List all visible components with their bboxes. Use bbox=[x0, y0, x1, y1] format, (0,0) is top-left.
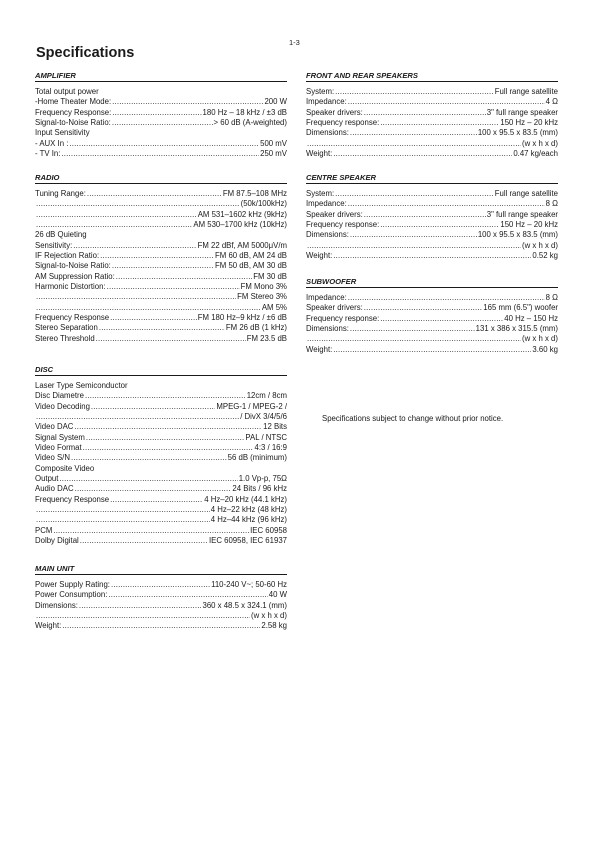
dot-leader bbox=[36, 210, 197, 220]
dot-leader bbox=[96, 334, 246, 344]
dot-leader bbox=[75, 484, 232, 494]
amplifier-section bbox=[35, 70, 287, 159]
dot-leader bbox=[36, 199, 240, 209]
spec-value: 12cm / 8cm bbox=[246, 391, 287, 401]
spec-list bbox=[35, 580, 287, 632]
spec-row bbox=[35, 323, 287, 333]
spec-row bbox=[35, 313, 287, 323]
spec-row bbox=[35, 199, 287, 209]
spec-label: Laser Type Semiconductor bbox=[35, 381, 128, 390]
spec-label: Dimensions: bbox=[306, 230, 349, 240]
spec-label: System: bbox=[306, 87, 335, 96]
spec-label: Signal System bbox=[35, 432, 85, 442]
spec-label: Stereo Separation bbox=[35, 323, 98, 333]
spec-value: 165 mm (6.5") woofer bbox=[483, 303, 558, 313]
spec-label: Harmonic Distortion: bbox=[35, 282, 106, 292]
dot-leader bbox=[80, 536, 208, 546]
spec-value: IEC 60958, IEC 61937 bbox=[208, 536, 287, 546]
spec-value: 250 mV bbox=[260, 149, 287, 159]
spec-value: 180 Hz – 18 kHz / ±3 dB bbox=[202, 107, 287, 117]
spec-label: Weight: bbox=[306, 344, 333, 354]
spec-label: AM Suppression Ratio: bbox=[35, 271, 115, 281]
spec-label: Video DAC bbox=[35, 422, 74, 432]
spec-value: 500 mV bbox=[260, 138, 287, 148]
spec-label: Output bbox=[35, 474, 59, 484]
spec-row bbox=[306, 303, 558, 313]
dot-leader bbox=[335, 87, 494, 97]
spec-label: Power Supply Rating: bbox=[35, 580, 110, 589]
dot-leader bbox=[91, 402, 215, 412]
spec-value: 1.0 Vp-p, 75Ω bbox=[238, 474, 287, 484]
spec-row bbox=[35, 412, 287, 422]
spec-label: Video Decoding bbox=[35, 401, 90, 411]
dot-leader bbox=[59, 474, 237, 484]
spec-label: Signal-to-Noise Ratio: bbox=[35, 118, 111, 128]
dot-leader bbox=[74, 422, 262, 432]
spec-label: Frequency Response bbox=[35, 313, 110, 323]
dot-leader bbox=[61, 149, 259, 159]
spec-value: / DivX 3/4/5/6 bbox=[240, 412, 287, 422]
spec-value: 0.52 kg bbox=[532, 251, 558, 261]
spec-row bbox=[35, 149, 287, 159]
spec-row bbox=[306, 334, 558, 344]
spec-value: 3.60 kg bbox=[532, 344, 558, 354]
spec-label: Video Format bbox=[35, 443, 82, 453]
spec-value: 110-240 V~; 50-60 Hz bbox=[211, 580, 287, 589]
spec-label: PCM bbox=[35, 525, 53, 535]
spec-label: Dimensions: bbox=[306, 128, 349, 138]
spec-row bbox=[306, 108, 558, 118]
spec-row bbox=[35, 87, 287, 97]
spec-label: 26 dB Quieting bbox=[35, 230, 87, 240]
spec-row bbox=[306, 118, 558, 128]
spec-value: IEC 60958 bbox=[250, 525, 287, 535]
spec-row bbox=[306, 324, 558, 334]
spec-row bbox=[35, 443, 287, 453]
spec-row bbox=[35, 282, 287, 292]
spec-value: FM 30 dB bbox=[253, 271, 287, 281]
spec-label: Frequency response: bbox=[306, 313, 380, 323]
spec-label: Total output power bbox=[35, 87, 99, 96]
spec-value: 4 Hz–44 kHz (96 kHz) bbox=[210, 515, 287, 525]
spec-row bbox=[306, 199, 558, 209]
spec-label: Composite Video bbox=[35, 463, 95, 473]
spec-row bbox=[35, 251, 287, 261]
spec-value: FM Stereo 3% bbox=[237, 292, 287, 302]
dot-leader bbox=[36, 220, 192, 230]
dot-leader bbox=[53, 526, 249, 536]
spec-list bbox=[306, 189, 558, 261]
spec-row bbox=[35, 515, 287, 525]
spec-value: 3" full range speaker bbox=[486, 107, 558, 117]
spec-row bbox=[35, 97, 287, 107]
spec-row bbox=[35, 580, 287, 590]
spec-value: (w x h x d) bbox=[522, 334, 558, 344]
spec-row bbox=[35, 611, 287, 621]
spec-value: > 60 dB (A-weighted) bbox=[213, 118, 287, 128]
spec-row bbox=[306, 149, 558, 159]
spec-list bbox=[35, 381, 287, 547]
spec-list bbox=[306, 87, 558, 159]
spec-value: 8 Ω bbox=[545, 199, 558, 209]
spec-label: Dolby Digital bbox=[35, 536, 79, 546]
section-heading: DISC bbox=[35, 364, 287, 376]
spec-row bbox=[35, 391, 287, 401]
spec-row bbox=[35, 526, 287, 536]
spec-row bbox=[35, 220, 287, 230]
spec-label: Video S/N bbox=[35, 453, 70, 463]
spec-label: -Home Theater Mode: bbox=[35, 97, 112, 107]
section-heading: FRONT AND REAR SPEAKERS bbox=[306, 70, 558, 82]
dot-leader bbox=[348, 199, 545, 209]
section-heading: MAIN UNIT bbox=[35, 563, 287, 575]
spec-value: AM 531–1602 kHz (9kHz) bbox=[197, 209, 287, 219]
dot-leader bbox=[36, 292, 236, 302]
main-unit-section bbox=[35, 563, 287, 632]
spec-row bbox=[306, 251, 558, 261]
dot-leader bbox=[333, 345, 531, 355]
dot-leader bbox=[36, 611, 250, 621]
spec-row bbox=[35, 292, 287, 302]
spec-value: PAL / NTSC bbox=[245, 432, 287, 442]
spec-row bbox=[35, 210, 287, 220]
spec-row bbox=[306, 220, 558, 230]
spec-label: IF Rejection Ratio: bbox=[35, 251, 100, 261]
spec-label: System: bbox=[306, 189, 335, 198]
radio-section bbox=[35, 172, 287, 344]
dot-leader bbox=[112, 97, 263, 107]
spec-row bbox=[306, 293, 558, 303]
dot-leader bbox=[380, 118, 499, 128]
spec-row bbox=[35, 474, 287, 484]
dot-leader bbox=[85, 391, 246, 401]
spec-value: FM Mono 3% bbox=[240, 282, 287, 292]
spec-value: MPEG-1 / MPEG-2 / bbox=[216, 401, 287, 411]
dot-leader bbox=[110, 495, 203, 505]
spec-row bbox=[306, 87, 558, 97]
dot-leader bbox=[36, 303, 261, 313]
spec-label: Tuning Range: bbox=[35, 189, 86, 198]
spec-list bbox=[35, 189, 287, 344]
spec-value: FM 22 dBf, AM 5000μV/m bbox=[197, 240, 287, 250]
dot-leader bbox=[112, 108, 201, 118]
spec-label: Impedance: bbox=[306, 293, 347, 302]
spec-row bbox=[35, 381, 287, 391]
spec-value: 150 Hz – 20 kHz bbox=[500, 118, 558, 128]
spec-list bbox=[306, 293, 558, 355]
spec-label: Signal-to-Noise Ratio: bbox=[35, 261, 111, 271]
dot-leader bbox=[307, 334, 521, 344]
dot-leader bbox=[333, 251, 531, 261]
spec-label: - AUX In : bbox=[35, 138, 69, 148]
spec-value: AM 5% bbox=[261, 302, 287, 312]
spec-row bbox=[306, 210, 558, 220]
spec-row bbox=[35, 261, 287, 271]
spec-value: 150 Hz – 20 kHz bbox=[500, 220, 558, 230]
dot-leader bbox=[36, 515, 210, 525]
spec-label: Frequency response: bbox=[306, 220, 380, 230]
disc-section bbox=[35, 364, 287, 547]
spec-value: (w x h x d) bbox=[522, 240, 558, 250]
spec-label: Speaker drivers: bbox=[306, 303, 363, 313]
spec-label: Sensitivity: bbox=[35, 240, 73, 250]
spec-value: 8 Ω bbox=[545, 293, 558, 302]
spec-value: Full range satellite bbox=[494, 189, 558, 198]
spec-row bbox=[35, 621, 287, 631]
spec-value: 24 Bits / 96 kHz bbox=[232, 484, 287, 494]
spec-value: 131 x 386 x 315.5 (mm) bbox=[475, 324, 558, 334]
dot-leader bbox=[110, 313, 197, 323]
dot-leader bbox=[380, 220, 499, 230]
spec-value: FM 50 dB, AM 30 dB bbox=[215, 261, 287, 271]
dot-leader bbox=[87, 189, 222, 199]
subwoofer-section bbox=[306, 276, 558, 355]
spec-label: Frequency response: bbox=[306, 118, 380, 128]
dot-leader bbox=[333, 149, 512, 159]
spec-value: 100 x 95.5 x 83.5 (mm) bbox=[477, 128, 558, 138]
dot-leader bbox=[112, 118, 213, 128]
spec-label: - TV In: bbox=[35, 149, 61, 159]
spec-row bbox=[35, 536, 287, 546]
spec-row bbox=[35, 189, 287, 199]
dot-leader bbox=[348, 97, 545, 107]
centre-speaker-section bbox=[306, 172, 558, 261]
dot-leader bbox=[364, 108, 486, 118]
spec-value: 4 Hz–20 kHz (44.1 kHz) bbox=[204, 494, 287, 504]
dot-leader bbox=[350, 128, 477, 138]
spec-value: FM 87.5–108 MHz bbox=[222, 189, 287, 198]
spec-row bbox=[35, 601, 287, 611]
section-heading: RADIO bbox=[35, 172, 287, 184]
spec-value: AM 530–1700 kHz (10kHz) bbox=[193, 220, 287, 230]
spec-value: 0.47 kg/each bbox=[513, 149, 558, 159]
spec-value: 40 Hz – 150 Hz bbox=[504, 313, 558, 323]
spec-row bbox=[35, 128, 287, 138]
dot-leader bbox=[100, 251, 214, 261]
spec-row bbox=[306, 97, 558, 107]
dot-leader bbox=[107, 282, 240, 292]
dot-leader bbox=[364, 303, 483, 313]
spec-row bbox=[35, 303, 287, 313]
spec-value: 4 Ω bbox=[545, 97, 558, 107]
spec-label: Weight: bbox=[306, 251, 333, 261]
dot-leader bbox=[350, 230, 477, 240]
dot-leader bbox=[108, 590, 267, 600]
spec-row bbox=[306, 241, 558, 251]
spec-row bbox=[35, 464, 287, 474]
spec-row bbox=[35, 118, 287, 128]
spec-label: Stereo Threshold bbox=[35, 333, 95, 343]
dot-leader bbox=[36, 412, 239, 422]
section-heading: AMPLIFIER bbox=[35, 70, 287, 82]
dot-leader bbox=[62, 621, 260, 631]
spec-value: (50k/100kHz) bbox=[240, 199, 287, 209]
dot-leader bbox=[380, 314, 503, 324]
spec-value: FM 180 Hz–9 kHz / ±6 dB bbox=[197, 313, 287, 323]
spec-value: (w x h x d) bbox=[522, 138, 558, 148]
spec-label: Frequency Response: bbox=[35, 107, 112, 117]
spec-value: FM 23.5 dB bbox=[246, 333, 287, 343]
spec-value: FM 60 dB, AM 24 dB bbox=[215, 251, 287, 261]
spec-value: 4 Hz–22 kHz (48 kHz) bbox=[210, 505, 287, 515]
spec-row bbox=[35, 590, 287, 600]
spec-value: 40 W bbox=[268, 590, 287, 600]
spec-label: Disc Diametre bbox=[35, 391, 84, 401]
dot-leader bbox=[79, 601, 202, 611]
spec-row bbox=[306, 189, 558, 199]
spec-value: 360 x 48.5 x 324.1 (mm) bbox=[202, 600, 287, 610]
spec-row bbox=[306, 345, 558, 355]
spec-row bbox=[35, 433, 287, 443]
dot-leader bbox=[111, 580, 210, 590]
spec-value: (w x h x d) bbox=[251, 611, 287, 621]
spec-row bbox=[35, 139, 287, 149]
spec-label: Impedance: bbox=[306, 97, 347, 107]
spec-value: FM 26 dB (1 kHz) bbox=[225, 323, 287, 333]
spec-row bbox=[35, 108, 287, 118]
section-heading: CENTRE SPEAKER bbox=[306, 172, 558, 184]
dot-leader bbox=[335, 189, 494, 199]
spec-value: 4:3 / 16:9 bbox=[254, 443, 287, 453]
spec-value: Full range satellite bbox=[494, 87, 558, 96]
spec-row bbox=[306, 314, 558, 324]
spec-value: 200 W bbox=[264, 97, 287, 107]
spec-value: 56 dB (minimum) bbox=[227, 453, 287, 463]
dot-leader bbox=[307, 139, 521, 149]
spec-row bbox=[35, 334, 287, 344]
spec-row bbox=[35, 402, 287, 412]
spec-label: Weight: bbox=[306, 149, 333, 159]
dot-leader bbox=[112, 261, 214, 271]
spec-value: 12 Bits bbox=[263, 422, 287, 432]
dot-leader bbox=[71, 453, 227, 463]
dot-leader bbox=[69, 139, 259, 149]
spec-row bbox=[35, 230, 287, 240]
dot-leader bbox=[350, 324, 475, 334]
spec-value: 2.58 kg bbox=[261, 621, 287, 631]
spec-row bbox=[35, 272, 287, 282]
dot-leader bbox=[348, 293, 545, 303]
spec-label: Power Consumption: bbox=[35, 590, 108, 600]
spec-row bbox=[35, 484, 287, 494]
footnote: Specifications subject to change without prior notice. bbox=[322, 414, 504, 423]
spec-row bbox=[35, 241, 287, 251]
spec-label: Speaker drivers: bbox=[306, 209, 363, 219]
spec-row bbox=[35, 495, 287, 505]
spec-label: Audio DAC bbox=[35, 484, 74, 494]
spec-value: 3" full range speaker bbox=[486, 209, 558, 219]
dot-leader bbox=[116, 272, 252, 282]
spec-row bbox=[35, 505, 287, 515]
dot-leader bbox=[83, 443, 254, 453]
spec-label: Dimensions: bbox=[306, 324, 349, 334]
spec-row bbox=[306, 230, 558, 240]
dot-leader bbox=[73, 241, 196, 251]
spec-row bbox=[35, 453, 287, 463]
spec-row bbox=[306, 128, 558, 138]
dot-leader bbox=[36, 505, 210, 515]
spec-label: Dimensions: bbox=[35, 600, 78, 610]
front-rear-speakers-section bbox=[306, 70, 558, 159]
spec-label: Impedance: bbox=[306, 199, 347, 209]
spec-label: Speaker drivers: bbox=[306, 107, 363, 117]
spec-row bbox=[306, 139, 558, 149]
page-title: Specifications bbox=[36, 45, 135, 61]
spec-label: Input Sensitivity bbox=[35, 128, 90, 138]
dot-leader bbox=[307, 241, 521, 251]
dot-leader bbox=[364, 210, 486, 220]
section-heading: SUBWOOFER bbox=[306, 276, 558, 288]
spec-label: Weight: bbox=[35, 621, 62, 631]
spec-value: 100 x 95.5 x 83.5 (mm) bbox=[477, 230, 558, 240]
dot-leader bbox=[99, 323, 225, 333]
spec-list bbox=[35, 87, 287, 159]
spec-label: Frequency Response bbox=[35, 494, 110, 504]
page-number: 1-3 bbox=[289, 38, 300, 47]
dot-leader bbox=[86, 433, 245, 443]
spec-row bbox=[35, 422, 287, 432]
